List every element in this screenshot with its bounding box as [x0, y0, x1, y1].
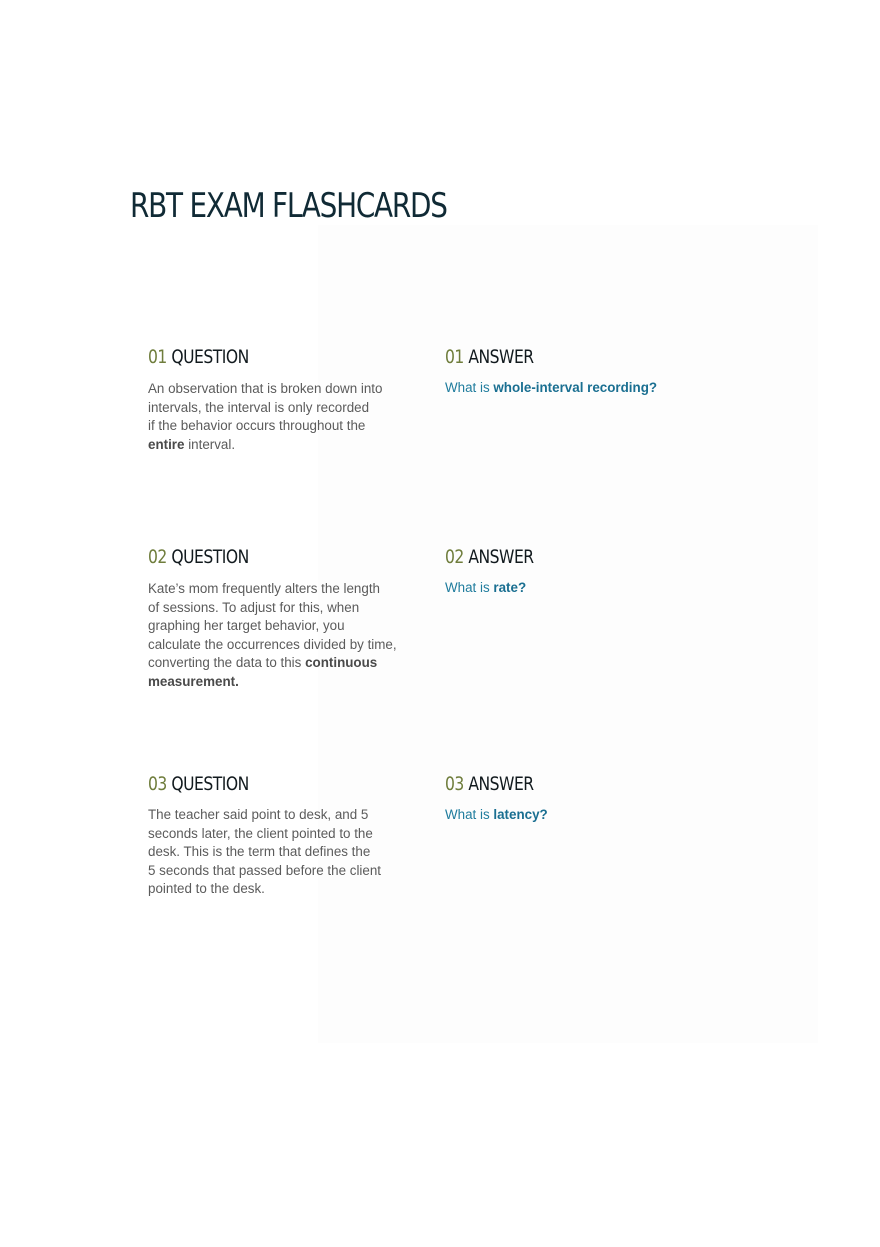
question-heading-03	[148, 773, 249, 795]
question-emphasis: continuous measurement.	[148, 655, 378, 689]
answer-label: ANSWER	[468, 346, 534, 368]
question-line: 5 seconds that passed before the client	[148, 862, 382, 878]
question-heading-01	[148, 346, 249, 368]
question-line: The teacher said point to desk, and 5	[148, 807, 369, 822]
answer-number: 03	[445, 773, 464, 795]
answer-number: 02	[445, 546, 464, 568]
answer-heading-02	[445, 546, 534, 568]
question-text-01	[148, 380, 404, 454]
question-line: intervals, the interval is only recorded	[148, 399, 370, 415]
question-number: 03	[148, 773, 167, 795]
answer-term: whole-interval recording?	[493, 380, 658, 395]
question-line: calculate the occurrences divided by time,	[148, 636, 397, 652]
question-line: Kate’s mom frequently alters the length	[148, 581, 380, 596]
answer-prefix: What is	[445, 807, 494, 822]
question-line: graphing her target behavior, you	[148, 618, 345, 634]
question-line: An observation that is broken down into	[148, 381, 383, 396]
answer-prefix: What is	[445, 580, 494, 595]
question-number: 02	[148, 546, 167, 568]
answer-heading-03	[445, 773, 534, 795]
answer-number: 01	[445, 346, 464, 368]
answer-label: ANSWER	[468, 773, 534, 795]
question-line: converting the data to this	[148, 655, 306, 671]
page-title: RBT EXAM FLASHCARDS	[130, 186, 447, 226]
answer-label: ANSWER	[468, 546, 534, 568]
question-line: seconds later, the client pointed to the	[148, 825, 373, 841]
question-label: QUESTION	[171, 546, 249, 568]
question-line: of sessions. To adjust for this, when	[148, 599, 360, 615]
question-line: desk. This is the term that defines the	[148, 844, 371, 860]
answer-term: rate?	[493, 580, 527, 595]
answer-heading-01	[445, 346, 534, 368]
question-line: interval.	[184, 436, 236, 452]
question-line: pointed to the desk.	[148, 881, 265, 897]
question-text-02	[148, 580, 404, 692]
question-line: if the behavior occurs throughout the	[148, 418, 366, 434]
answer-prefix: What is	[445, 380, 494, 395]
answer-term: latency?	[493, 807, 548, 822]
question-number: 01	[148, 346, 167, 368]
answer-text-01	[445, 379, 745, 398]
question-emphasis: entire	[148, 436, 185, 452]
question-text-03	[148, 806, 404, 899]
answer-text-03	[445, 806, 745, 825]
question-label: QUESTION	[171, 773, 249, 795]
question-label: QUESTION	[171, 346, 249, 368]
question-heading-02	[148, 546, 249, 568]
answer-text-02	[445, 579, 745, 598]
